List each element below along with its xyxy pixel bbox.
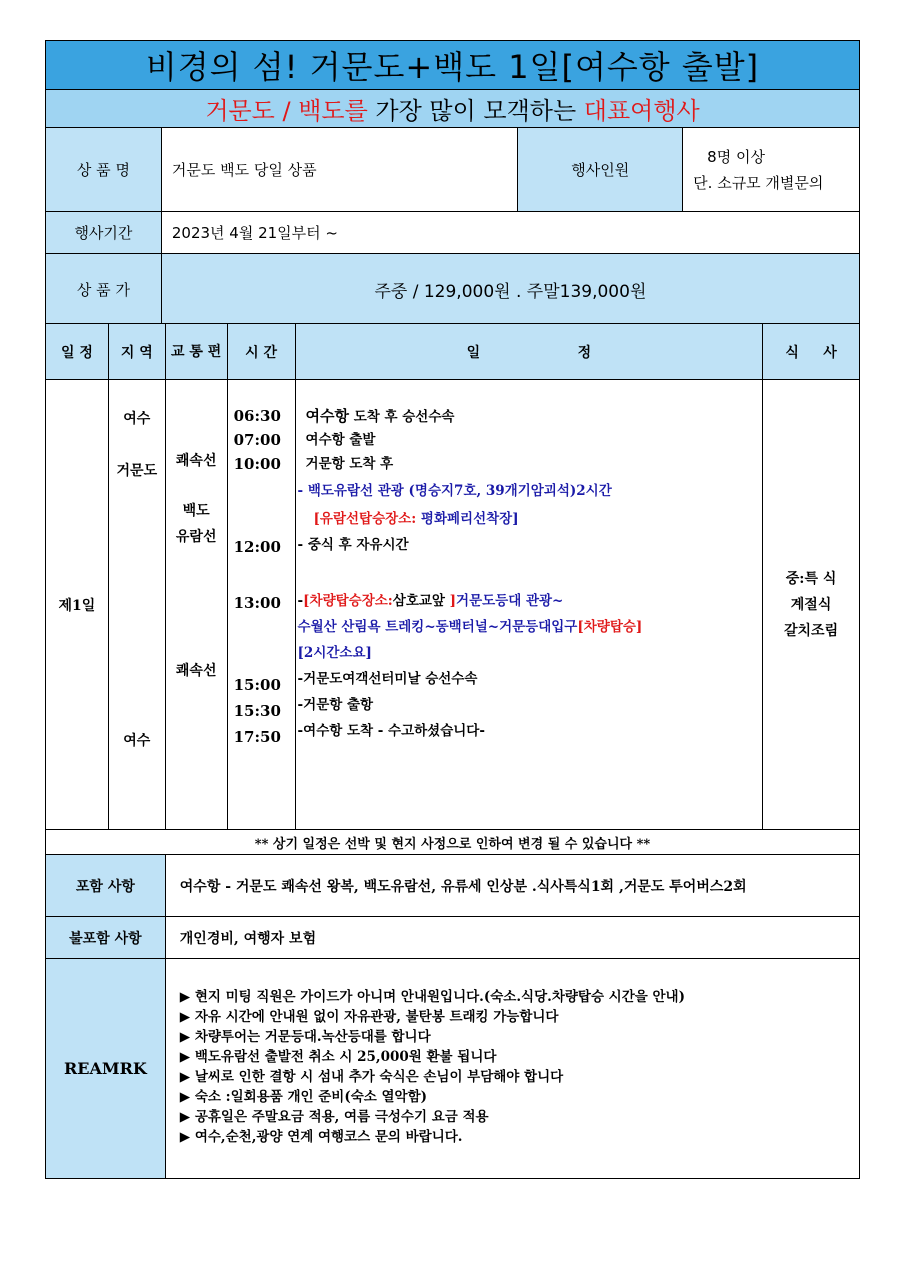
- remarks-label: REAMRK: [46, 959, 166, 1179]
- header-table: [45, 40, 860, 326]
- remark-item: ▶ 공휴일은 주말요금 적용, 여름 극성수기 요금 적용: [179, 1109, 489, 1125]
- itin-line-cruise-boarding: [유람선탑승장소: 평화페리선착장]: [313, 511, 519, 527]
- people-value: [683, 128, 860, 212]
- col-meal: 식 사: [763, 324, 860, 380]
- transport-cell: [165, 380, 227, 830]
- itin-line-geomun-arrival: 거문항 도착 후: [305, 456, 394, 472]
- col-transport: 교 통 편: [165, 324, 227, 380]
- subtitle-highlight-agency: 대표여행사: [583, 97, 700, 125]
- included-label: 포함 사항: [46, 855, 166, 917]
- itin-line-baekdo-cruise: - 백도유람선 관광 (명승지7호, 39개기암괴석)2시간: [297, 483, 612, 499]
- page-subtitle: [46, 90, 860, 128]
- remark-item: ▶ 여수,순천,광양 연계 여행코스 문의 바랍니다.: [179, 1129, 463, 1145]
- product-name-label: 상 품 명: [46, 128, 162, 212]
- itin-line-bus-boarding: -[차량탑승장소:삼호교앞 ]거문도등대 관광~: [297, 593, 564, 609]
- people-label: 행사인원: [518, 128, 683, 212]
- remark-item: ▶ 차량투어는 거문등대.녹산등대를 합니다: [179, 1029, 431, 1045]
- time-cell: [227, 380, 295, 830]
- subtitle-highlight-islands: 거문도 / 백도를: [205, 97, 368, 125]
- remark-item: ▶ 자유 시간에 안내원 없이 자유관광, 불탄봉 트래킹 가능합니다: [179, 1009, 559, 1025]
- col-itinerary: 일 정: [295, 324, 763, 380]
- remark-item: ▶ 백도유람선 출발전 취소 시 25,000원 환불 됩니다: [179, 1049, 497, 1065]
- excluded-value: 개인경비, 여행자 보험: [165, 917, 859, 959]
- itin-line-lunch: - 중식 후 자유시간: [297, 537, 409, 553]
- itin-line-duration: [2시간소요]: [297, 645, 372, 661]
- price-value: 주중 / 129,000원 . 주말139,000원: [161, 254, 859, 326]
- transport-ferry-2: 쾌속선: [175, 663, 217, 679]
- product-name-value: 거문도 백도 당일 상품: [161, 128, 518, 212]
- people-note: 단. 소규모 개별문의: [693, 173, 824, 192]
- itinerary-cell: [295, 380, 763, 830]
- transport-baekdo: 백도: [182, 503, 210, 519]
- included-value: 여수항 - 거문도 쾌속선 왕복, 백도유람선, 유류세 인상분 .식사특식1회 ,거문도 투어버스2회: [165, 855, 859, 917]
- time-1200: 12:00: [233, 538, 281, 556]
- remarks-list: [180, 987, 858, 1147]
- remark-item: ▶ 현지 미팅 직원은 가이드가 아니며 안내원입니다.(숙소.식당.차량탑승 시간을 안내): [179, 989, 685, 1005]
- time-1000: 10:00: [233, 455, 281, 473]
- itin-line-trekking: 수월산 산림욕 트레킹~동백터널~거문등대입구[차량탑승]: [297, 619, 643, 635]
- time-1750: 17:50: [233, 728, 281, 746]
- meal-seasonal: 계절식: [790, 596, 832, 613]
- itin-line-leave: -거문항 출항: [297, 697, 374, 713]
- schedule-table: [45, 323, 860, 1179]
- day-cell: [46, 380, 109, 830]
- region-yeosu-end: 여수: [123, 733, 151, 749]
- transport-ferry-1: 쾌속선: [175, 453, 217, 469]
- time-1300: 13:00: [233, 594, 281, 612]
- time-1530: 15:30: [233, 702, 281, 720]
- subtitle-text: 가장 많이 모객하는: [367, 97, 584, 125]
- itin-line-depart: 여수항 출발: [305, 432, 376, 448]
- time-1500: 15:00: [233, 676, 281, 694]
- region-geomundo: 거문도: [116, 463, 158, 479]
- transport-cruise: 유람선: [175, 529, 217, 545]
- day-label: 제1일: [58, 597, 96, 614]
- time-0630: 06:30: [233, 407, 281, 425]
- remark-item: ▶ 날씨로 인한 결항 시 섬내 추가 숙식은 손님이 부담해야 합니다: [179, 1069, 564, 1085]
- itin-line-arrival: 여수항 도착 후 승선수속: [305, 407, 455, 425]
- col-region: 지 역: [108, 324, 165, 380]
- remark-item: ▶ 숙소 :일회용품 개인 준비(숙소 열악함): [179, 1089, 428, 1105]
- price-label: 상 품 가: [46, 254, 162, 326]
- period-label: 행사기간: [46, 212, 162, 254]
- col-day: 일 정: [46, 324, 109, 380]
- meal-cell: [763, 380, 860, 830]
- region-yeosu-start: 여수: [123, 411, 151, 427]
- region-cell: [108, 380, 165, 830]
- meal-galchi: 갈치조림: [784, 622, 839, 639]
- itin-line-terminal: -거문도여객선터미날 승선수속: [297, 671, 478, 687]
- excluded-label: 불포함 사항: [46, 917, 166, 959]
- itin-line-return: -여수항 도착 - 수고하셨습니다-: [297, 723, 485, 739]
- remarks-cell: [165, 959, 859, 1179]
- people-min: 8명 이상: [707, 147, 765, 166]
- time-0700: 07:00: [233, 431, 281, 449]
- period-value: 2023년 4월 21일부터 ~: [161, 212, 859, 254]
- col-time: 시 간: [227, 324, 295, 380]
- page-title: 비경의 섬! 거문도+백도 1일[여수항 출발]: [46, 41, 860, 90]
- meal-special: 중:특 식: [785, 570, 837, 587]
- schedule-notice: ** 상기 일정은 선박 및 현지 사정으로 인하여 변경 될 수 있습니다 **: [46, 830, 860, 855]
